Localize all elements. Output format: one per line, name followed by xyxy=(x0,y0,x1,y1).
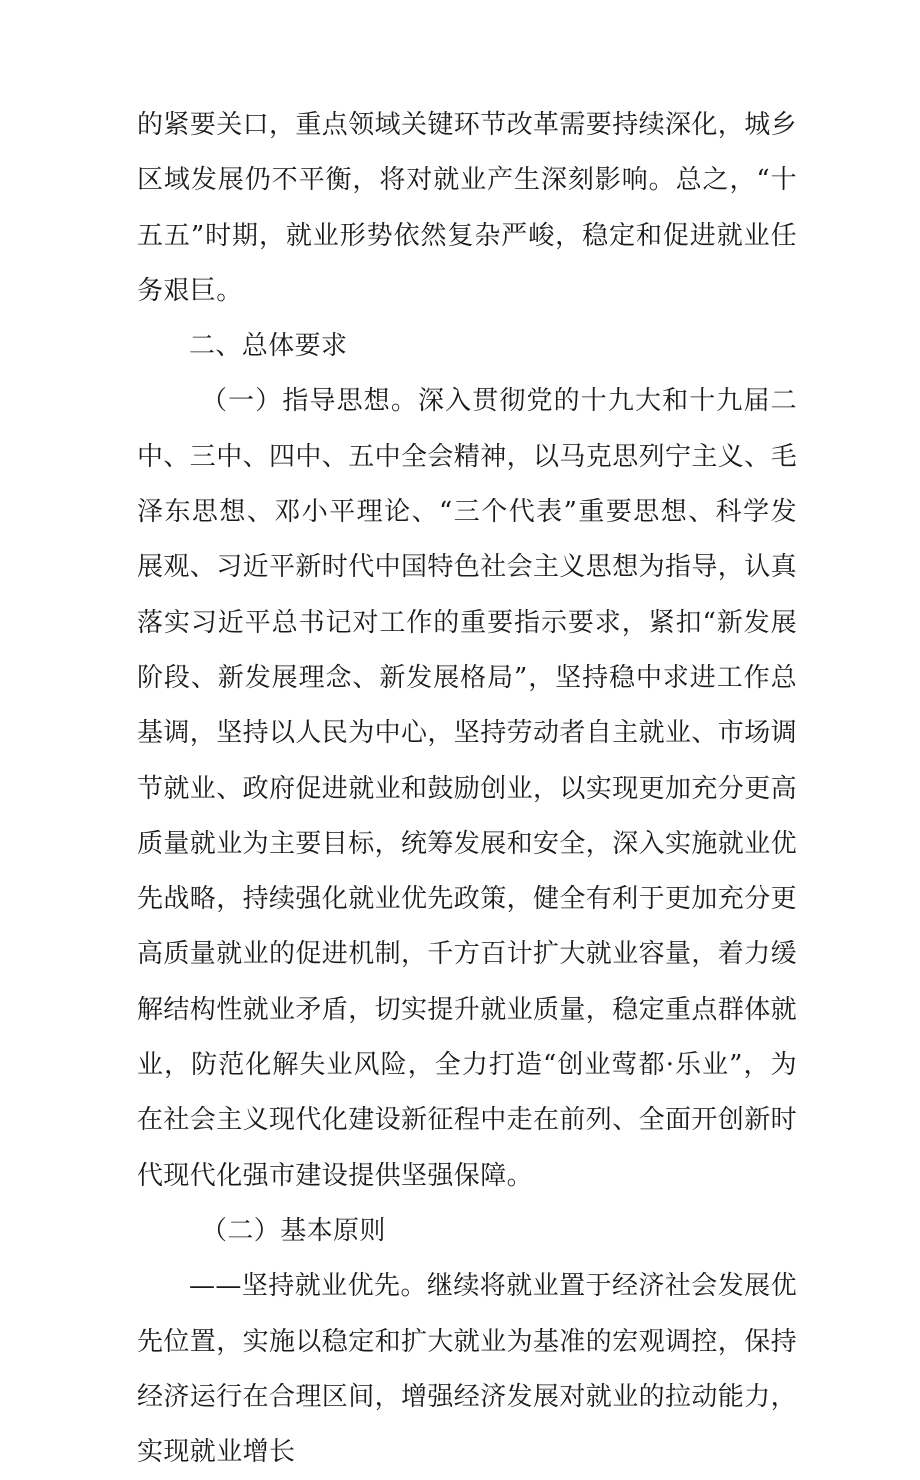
employment-priority-paragraph: ——坚持就业优先。继续将就业置于经济社会发展优先位置，实施以稳定和扩大就业为基准的宏观调控，保持经济运行在合理区间，增强经济发展对就业的拉动能力，实现就业增长 xyxy=(137,1271,798,1468)
guiding-thought-paragraph: （一）指导思想。深入贯彻党的十九大和十九届二中、三中、四中、五中全会精神，以马克思列宁主义、毛泽东思想、邓小平理论、“三个代表”重要思想、科学发展观、习近平新时代中国特色社会主义思想为指导，认真落实习近平总书记对工作的重要指示要求，紧扣“新发展阶段、新发展理念、新发展格局”，坚持稳中求进工作总基调，坚持以人民为中心，坚持劳动者自主就业、市场调节就业、政府促进就业和鼓励创业，以实现更加充分更高质量就业为主要目标，统筹发展和安全，深入实施就业优先战略，持续强化就业优先政策，健全有利于更加充分更高质量就业的促进机制，千方百计扩大就业容量，着力缓解结构性就业矛盾，切实提升就业质量，稳定重点群体就业，防范化解失业风险，全力打造“创业莺都·乐业”，为在社会主义现代化建设新征程中走在前列、全面开创新时代现代化强市建设提供坚强保障。 xyxy=(137,386,798,1191)
document-page xyxy=(137,98,797,1480)
continuation-paragraph: 的紧要关口，重点领域关键环节改革需要持续深化，城乡区域发展仍不平衡，将对就业产生深刻影响。总之，“十五五”时期，就业形势依然复杂严峻，稳定和促进就业任务艰巨。 xyxy=(137,110,798,306)
section-heading-overall-requirements: 二、总体要求 xyxy=(189,331,348,362)
subsection-heading-basic-principles: （二）基本原则 xyxy=(201,1215,386,1246)
